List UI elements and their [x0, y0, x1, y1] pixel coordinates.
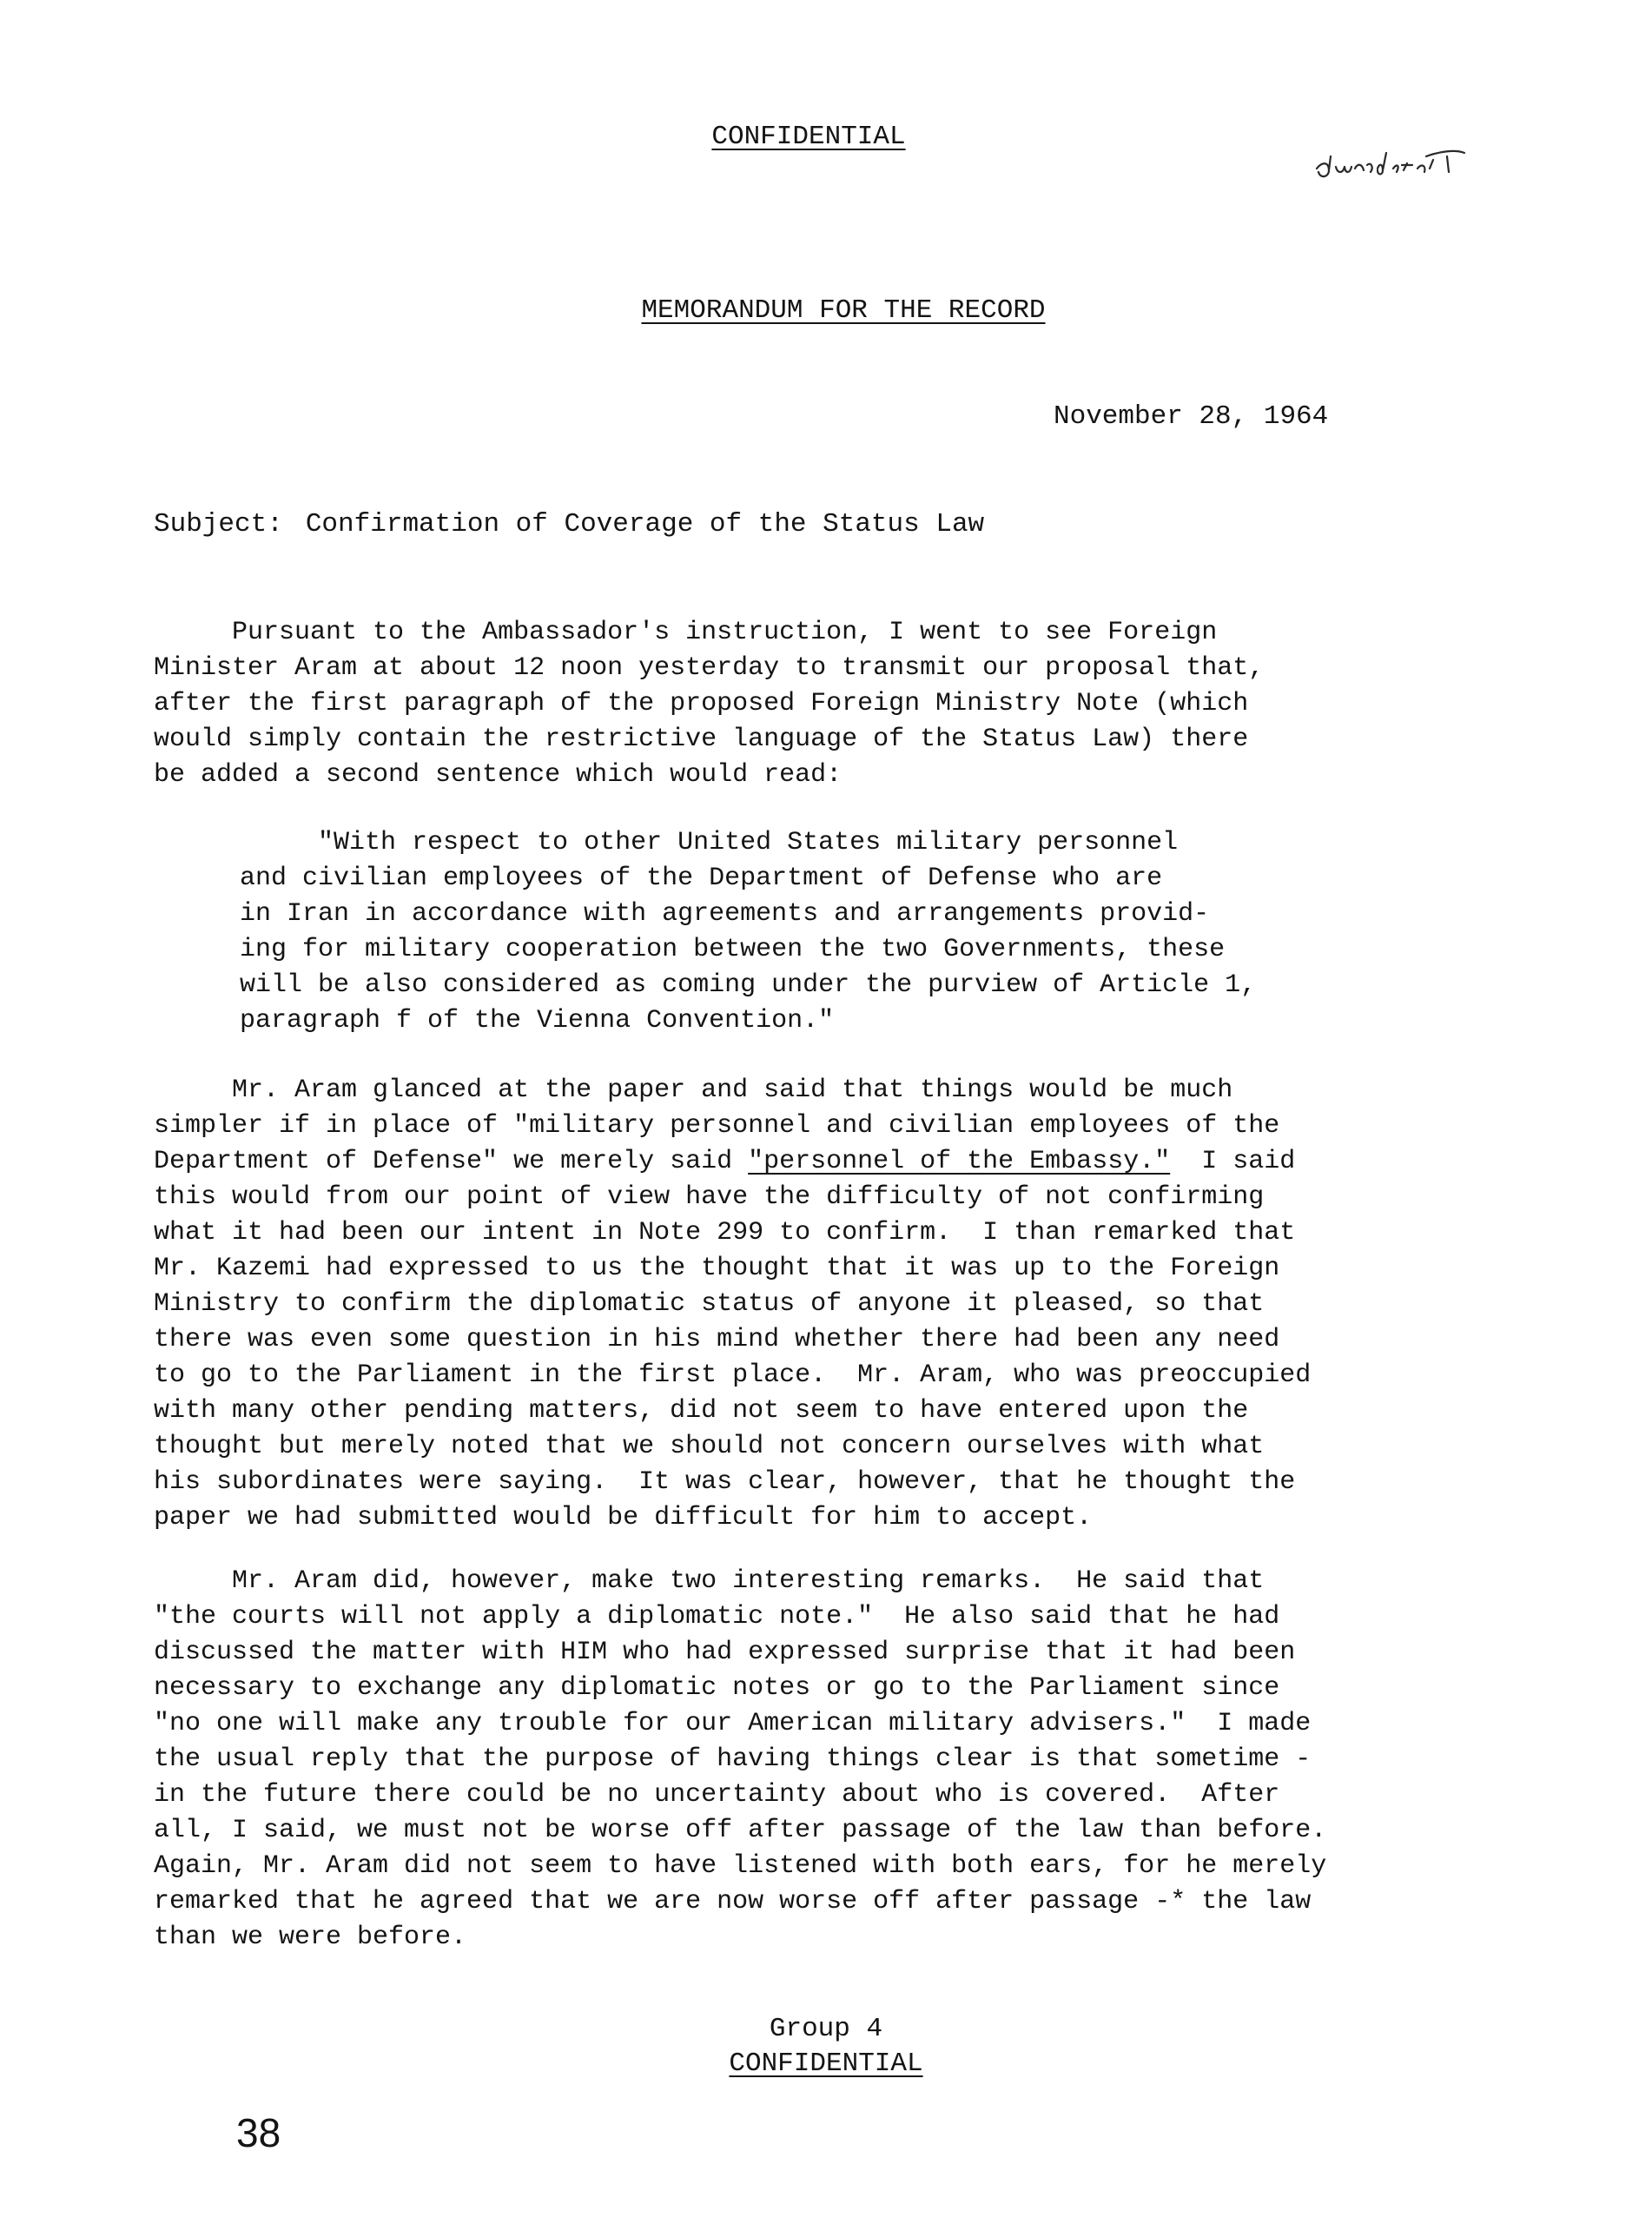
- text-line: after the first paragraph of the proposed Foreign Ministry Note (which: [154, 689, 1249, 718]
- text-line: will be also considered as coming under the purview of Article 1,: [240, 970, 1257, 1000]
- text-line: Mr. Kazemi had expressed to us the thought that it was up to the Foreign: [154, 1254, 1280, 1283]
- subject-label: Subject:: [154, 509, 283, 539]
- text-line: his subordinates were saying. It was clear, however, that he thought the: [154, 1467, 1296, 1497]
- page-number: 38: [236, 2110, 281, 2155]
- text-line: "With respect to other United States military personnel: [240, 828, 1179, 857]
- memo-title: [17, 295, 1652, 326]
- text-line: ing for military cooperation between the two Governments, these: [240, 935, 1226, 964]
- text-line: be added a second sentence which would read:: [154, 760, 843, 790]
- text-segment: I said: [1170, 1147, 1296, 1176]
- group-label: Group 4: [769, 2014, 883, 2044]
- subject-text: Confirmation of Coverage of the Status Law: [305, 509, 985, 539]
- paragraph-3: [154, 1564, 1326, 1956]
- text-line: simpler if in place of "military personnel and civilian employees of the: [154, 1111, 1280, 1141]
- text-line: remarked that he agreed that we are now worse off after passage -* the law: [154, 1887, 1312, 1916]
- text-line: would simply contain the restrictive language of the Status Law) there: [154, 725, 1249, 754]
- paragraph-1: [154, 615, 1264, 793]
- text-line: paper we had submitted would be difficult for him to accept.: [154, 1503, 1093, 1532]
- text-line: and civilian employees of the Department of Defense who are: [240, 864, 1163, 893]
- memo-date: November 28, 1964: [1054, 401, 1329, 432]
- text-line: Again, Mr. Aram did not seem to have listened with both ears, for he merely: [154, 1851, 1327, 1881]
- text-line: with many other pending matters, did not seem to have entered upon the: [154, 1396, 1249, 1426]
- subject-line: [154, 509, 984, 539]
- text-line: there was even some question in his mind whether there had been any need: [154, 1325, 1280, 1354]
- text-line: Mr. Aram did, however, make two interesting remarks. He said that: [154, 1566, 1265, 1596]
- text-line: Pursuant to the Ambassador's instruction, I went to see Foreign: [154, 618, 1218, 647]
- text-line: to go to the Parliament in the first place. Mr. Aram, who was preoccupied: [154, 1360, 1312, 1390]
- text-line: discussed the matter with HIM who had expressed surprise that it had been: [154, 1638, 1296, 1667]
- quoted-sentence: [240, 825, 1256, 1039]
- text-line: the usual reply that the purpose of having things clear is that sometime -: [154, 1744, 1312, 1774]
- text-line: than we were before.: [154, 1923, 467, 1952]
- text-line: "the courts will not apply a diplomatic note." He also said that he had: [154, 1602, 1280, 1632]
- text-line-with-underline: [154, 1144, 1311, 1180]
- text-line: Ministry to confirm the diplomatic status of anyone it pleased, so that: [154, 1289, 1265, 1319]
- text-line: what it had been our intent in Note 299 to confirm. I than remarked that: [154, 1218, 1296, 1248]
- text-segment: Department of Defense" we merely said: [154, 1147, 749, 1176]
- text-line: "no one will make any trouble for our American military advisers." I made: [154, 1709, 1312, 1738]
- memo-title-text: MEMORANDUM FOR THE RECORD: [641, 295, 1046, 326]
- text-line: Minister Aram at about 12 noon yesterday to transmit our proposal that,: [154, 653, 1265, 683]
- text-line: necessary to exchange any diplomatic notes or go to the Parliament since: [154, 1673, 1280, 1703]
- text-line: paragraph f of the Vienna Convention.": [240, 1006, 835, 1036]
- classification-header-text: CONFIDENTIAL: [711, 122, 906, 152]
- text-line: in the future there could be no uncertainty about who is covered. After: [154, 1780, 1280, 1810]
- handwritten-annotation: [1310, 130, 1475, 200]
- paragraph-2: [154, 1073, 1311, 1536]
- underlined-phrase: "personnel of the Embassy.": [748, 1147, 1171, 1176]
- text-line: all, I said, we must not be worse off after passage of the law than before.: [154, 1816, 1327, 1845]
- text-line: Mr. Aram glanced at the paper and said that things would be much: [154, 1076, 1233, 1105]
- text-line: in Iran in accordance with agreements and arrangements provid-: [240, 899, 1210, 929]
- text-line: thought but merely noted that we should not concern ourselves with what: [154, 1432, 1265, 1461]
- text-line: this would from our point of view have the difficulty of not confirming: [154, 1182, 1265, 1212]
- classification-footer-text: CONFIDENTIAL: [729, 2049, 923, 2079]
- classification-footer: [0, 2049, 1652, 2079]
